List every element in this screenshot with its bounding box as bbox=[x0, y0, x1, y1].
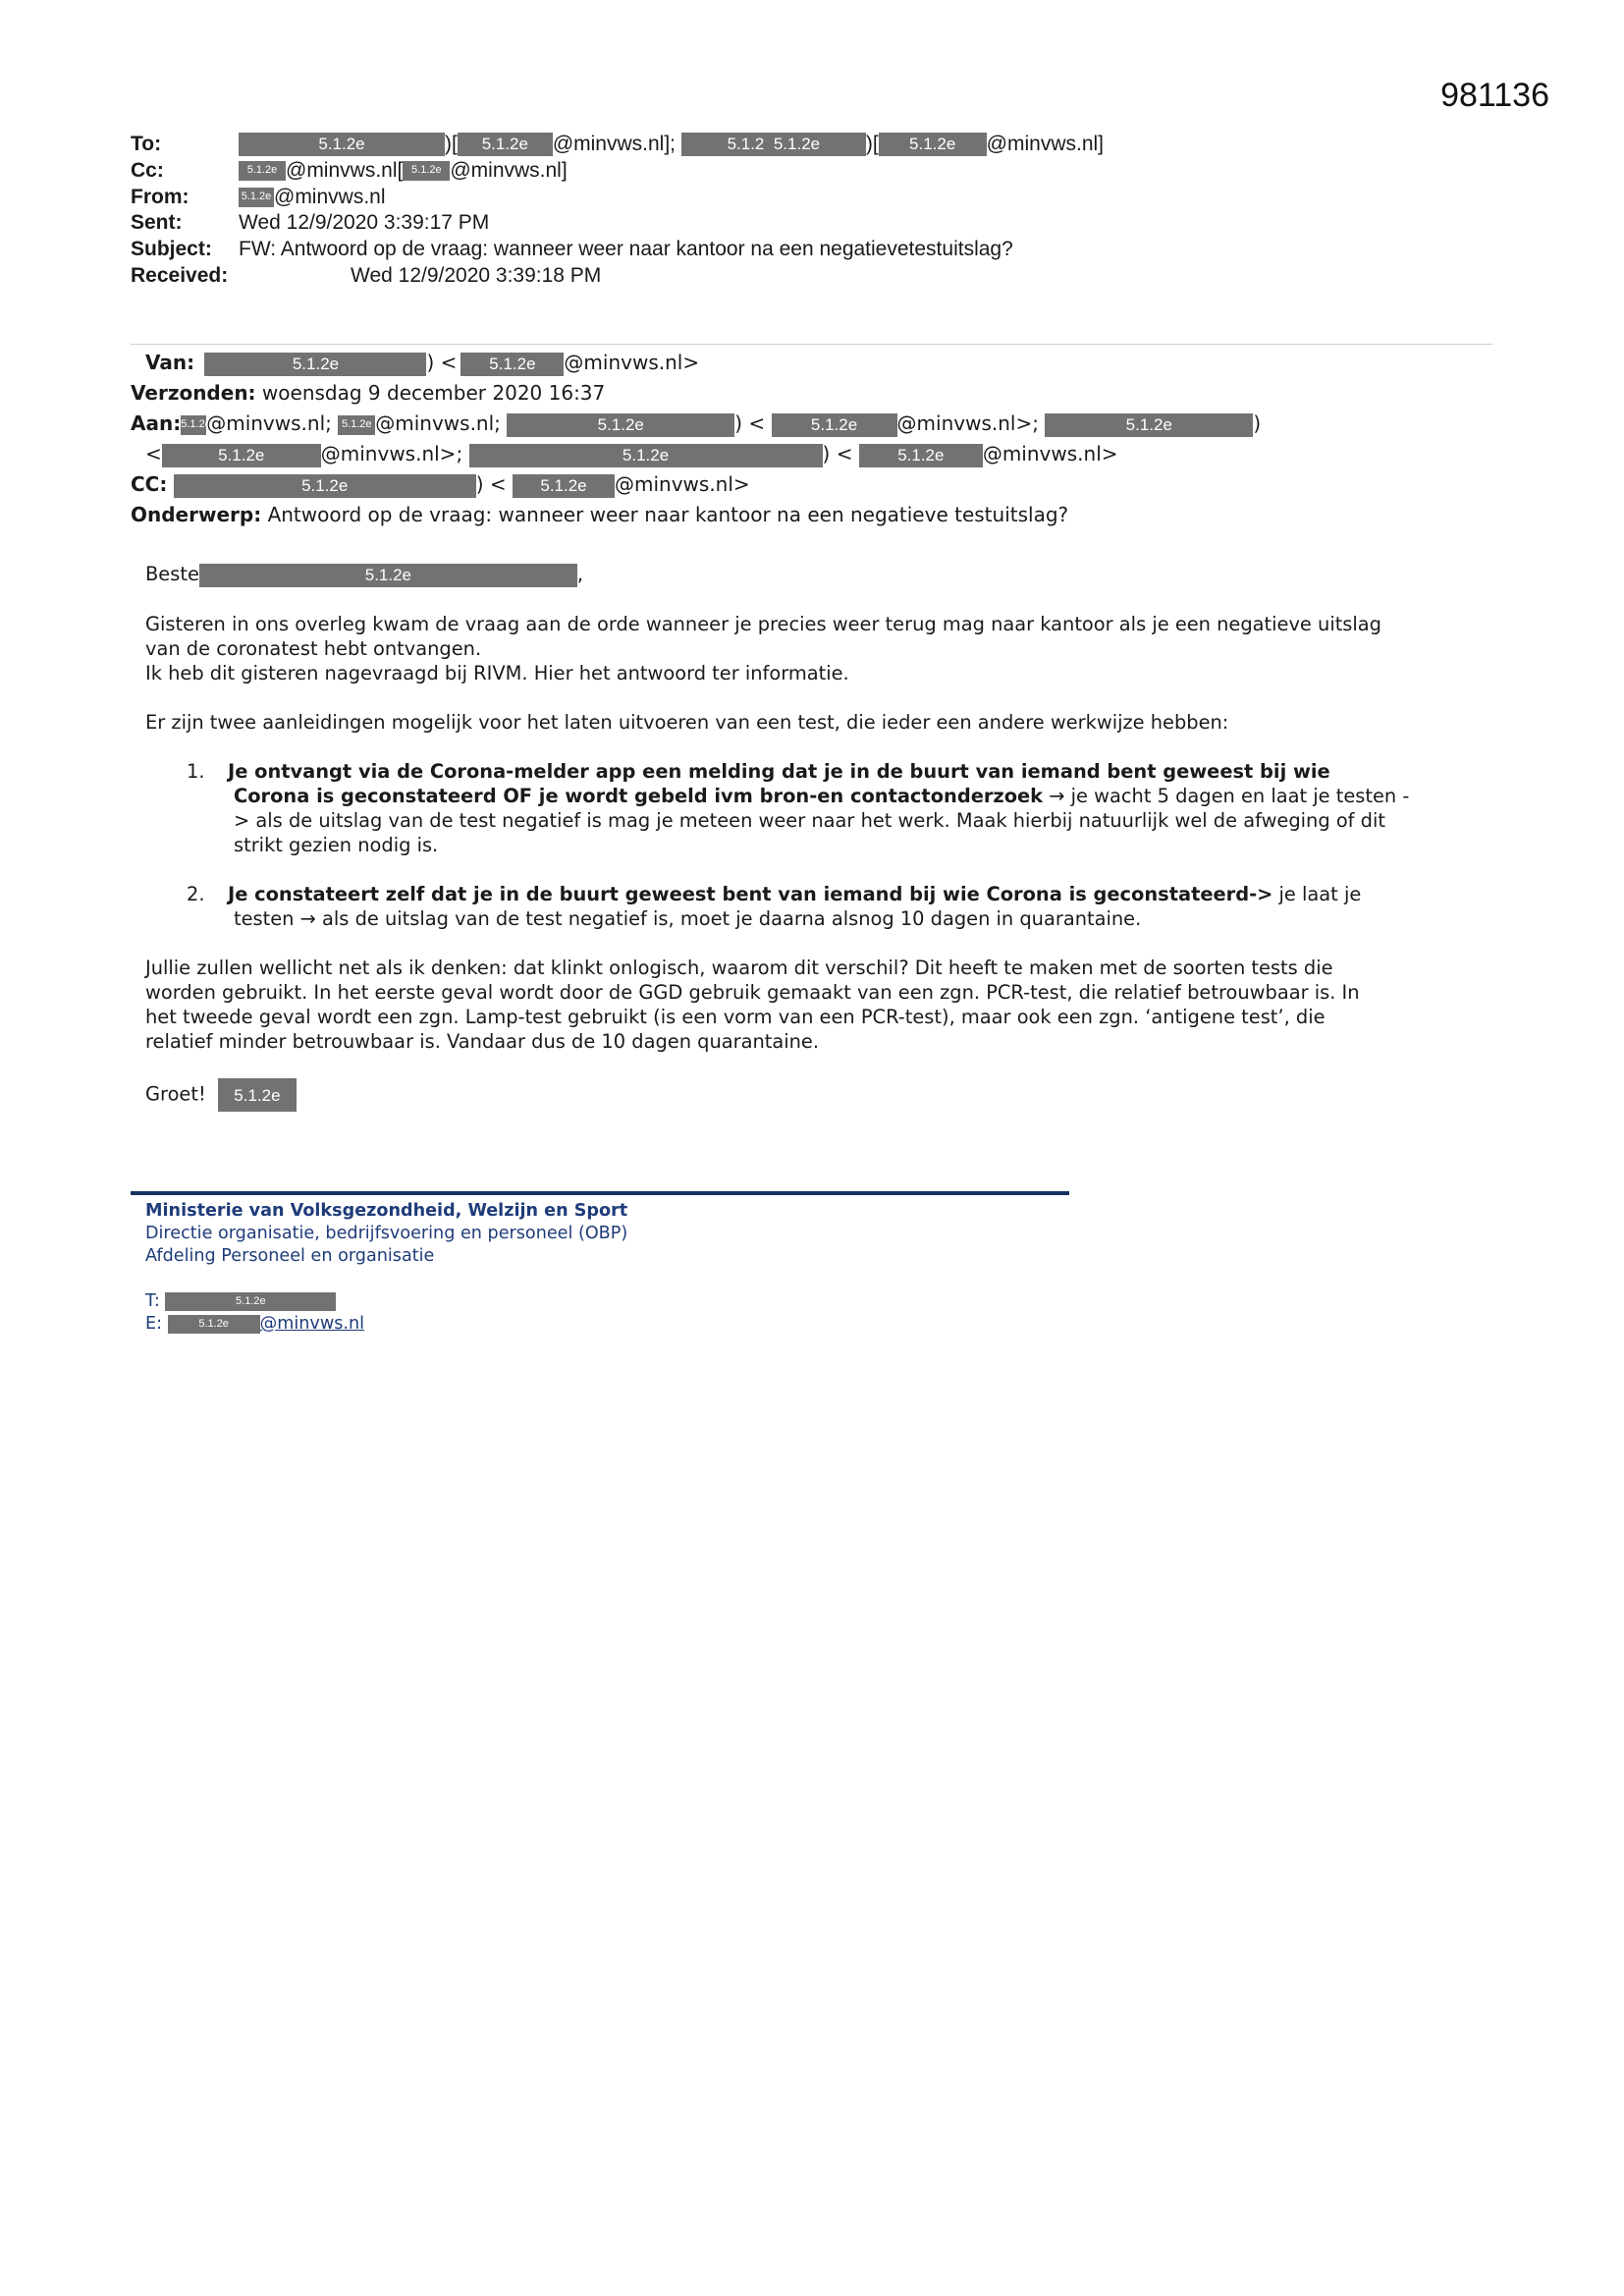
divider bbox=[131, 344, 1492, 345]
verzonden-row bbox=[131, 378, 1261, 409]
received-value: Wed 12/9/2020 3:39:18 PM bbox=[351, 263, 602, 287]
onderwerp-value: Antwoord op de vraag: wanneer weer naar kantoor na een negatieve testuitslag? bbox=[267, 503, 1069, 526]
from-domain: @minvws.nl bbox=[274, 185, 386, 208]
redaction-box: 5.1.2e bbox=[458, 133, 553, 156]
list-item: 1. Je ontvangt via de Corona-melder app een melding dat je in de buurt van iemand bent geweest bij wie Corona is geconstateerd OF je wordt gebeld ivm bron-en contactonderzoek → je wacht 5 dagen en laat je testen - > als de uitslag van de test negatief is mag je meteen weer naar het werk. Maak hierbij natuurlijk wel de afweging of dit strikt gezien nodig is. bbox=[187, 759, 1410, 856]
sent-value: Wed 12/9/2020 3:39:17 PM bbox=[239, 211, 490, 235]
from-label: From: bbox=[131, 185, 189, 208]
van-label: Van: bbox=[145, 351, 195, 374]
redaction-box: 5.1.2e bbox=[199, 564, 577, 587]
redaction-box: 5.1.2e bbox=[239, 161, 286, 181]
paragraph-1: Gisteren in ons overleg kwam de vraag aan de orde wanneer je precies weer terug mag naar kantoor als je een negatieve uitslag van de coronatest hebt ontvangen. Ik heb dit gisteren nagevraagd bij RIVM. Hier het antwoord ter informatie. bbox=[145, 612, 1381, 684]
cc-label: Cc: bbox=[131, 158, 164, 182]
signature-unit: Afdeling Personeel en organisatie bbox=[145, 1246, 435, 1266]
sent-label: Sent: bbox=[131, 211, 183, 235]
redaction-box: 5.1.2e bbox=[239, 188, 274, 207]
redaction-box: 5.1.2e bbox=[338, 415, 375, 435]
list-item: 2. Je constateert zelf dat je in de buurt geweest bent van iemand bij wie Corona is geconstateerd-> je laat je testen → als de uitslag van de test negatief is, moet je daarna alsnog 10 dagen in quarantaine. bbox=[187, 882, 1362, 930]
paragraph-3: Jullie zullen wellicht net als ik denken: dat klinkt onlogisch, waarom dit verschil? Dit heeft te maken met de soorten tests die worden gebruikt. In het eerste geval wordt door de GGD gebruik gemaakt van een zgn. PCR-test, die relatief betrouwbaar is. In het tweede geval wordt een zgn. Lamp-test gebruikt (is een vorm van een PCR-test), maar ook een zgn. ‘antigene test’, die relatief minder betrouwbaar is. Vandaar dus de 10 dagen quarantaine. bbox=[145, 956, 1360, 1053]
redaction-box: 5.1.2e bbox=[165, 1292, 336, 1311]
to-domain: @minvws.nl]; bbox=[552, 133, 676, 155]
aan-label: Aan: bbox=[131, 411, 182, 435]
redaction-box: 5.1.2e bbox=[772, 413, 897, 437]
van-row: Van: 5.1.2e ) < 5.1.2e @minvws.nl> bbox=[145, 351, 700, 374]
numbered-list bbox=[145, 759, 1505, 931]
to-separator: )[ bbox=[865, 133, 879, 155]
onderwerp-row bbox=[131, 500, 1261, 530]
redaction-box: 5.1.2e bbox=[507, 413, 734, 437]
subject-value: FW: Antwoord op de vraag: wanneer weer naar kantoor na een negatievetestuitslag? bbox=[239, 238, 1013, 261]
to-separator: )[ bbox=[445, 133, 458, 155]
redaction-box: 5.1.2e bbox=[879, 133, 987, 156]
greeting-line: Beste 5.1.2e , bbox=[145, 563, 584, 585]
message-body bbox=[145, 562, 1505, 1112]
redaction-box: 5.1.2e bbox=[460, 353, 564, 376]
redaction-box: 5.1.2e bbox=[204, 353, 426, 376]
verzonden-value: woensdag 9 december 2020 16:37 bbox=[261, 381, 606, 405]
cc-forward-label: CC: bbox=[131, 472, 168, 496]
subject-label: Subject: bbox=[131, 238, 212, 261]
to-label: To: bbox=[131, 133, 162, 155]
aan-continuation-row: < 5.1.2e @minvws.nl>; 5.1.2e ) < 5.1.2e @minvws.nl> bbox=[145, 442, 1118, 465]
redaction-box: 5.1.2 5.1.2e bbox=[681, 133, 866, 156]
van-domain: @minvws.nl> bbox=[564, 351, 700, 374]
redaction-box: 5.1.2e bbox=[469, 444, 823, 467]
cc-forward-domain: @minvws.nl> bbox=[615, 472, 750, 496]
document-id: 981136 bbox=[1440, 77, 1549, 114]
cc-domain: @minvws.nl[ bbox=[286, 158, 404, 182]
signature-block bbox=[145, 1200, 627, 1336]
redaction-box: 5.1.2e bbox=[513, 474, 615, 498]
redaction-box: 5.1.2e bbox=[239, 133, 445, 156]
redaction-box: 5.1.2e bbox=[162, 444, 321, 467]
signature-phone: T: 5.1.2e bbox=[145, 1290, 627, 1313]
paragraph-2: Er zijn twee aanleidingen mogelijk voor het laten uitvoeren van een test, die ieder een andere werkwijze hebben: bbox=[145, 710, 1229, 734]
redaction-box: 5.1.2e bbox=[174, 474, 476, 498]
redaction-box: 5.1.2e bbox=[181, 415, 206, 435]
signature-email: E: 5.1.2e @minvws.nl bbox=[145, 1314, 365, 1334]
verzonden-label: Verzonden: bbox=[131, 381, 256, 405]
forwarded-header bbox=[131, 348, 1261, 530]
cc-forward-row: CC: 5.1.2e ) < 5.1.2e @minvws.nl> bbox=[131, 472, 750, 496]
redaction-box: 5.1.2e bbox=[403, 161, 450, 181]
received-label: Received: bbox=[131, 263, 229, 287]
aan-row: Aan:5.1.2e@minvws.nl; 5.1.2e @minvws.nl; 5.1.2e ) < 5.1.2e @minvws.nl>; 5.1.2e ) bbox=[131, 411, 1262, 435]
redaction-box: 5.1.2e bbox=[859, 444, 983, 467]
to-domain: @minvws.nl] bbox=[986, 133, 1105, 155]
cc-domain: @minvws.nl] bbox=[450, 158, 568, 182]
signature-divider bbox=[131, 1191, 1069, 1195]
email-link[interactable]: @minvws.nl bbox=[259, 1314, 365, 1334]
redaction-box: 5.1.2e bbox=[218, 1078, 297, 1112]
signature-dept: Directie organisatie, bedrijfsvoering en personeel (OBP) bbox=[145, 1224, 628, 1243]
redaction-box: 5.1.2e bbox=[1045, 413, 1253, 437]
closing-line: Groet! 5.1.2e bbox=[145, 1078, 1505, 1112]
onderwerp-label: Onderwerp: bbox=[131, 503, 262, 526]
redaction-box: 5.1.2e bbox=[168, 1315, 260, 1334]
signature-org: Ministerie van Volksgezondheid, Welzijn en Sport bbox=[145, 1201, 628, 1221]
